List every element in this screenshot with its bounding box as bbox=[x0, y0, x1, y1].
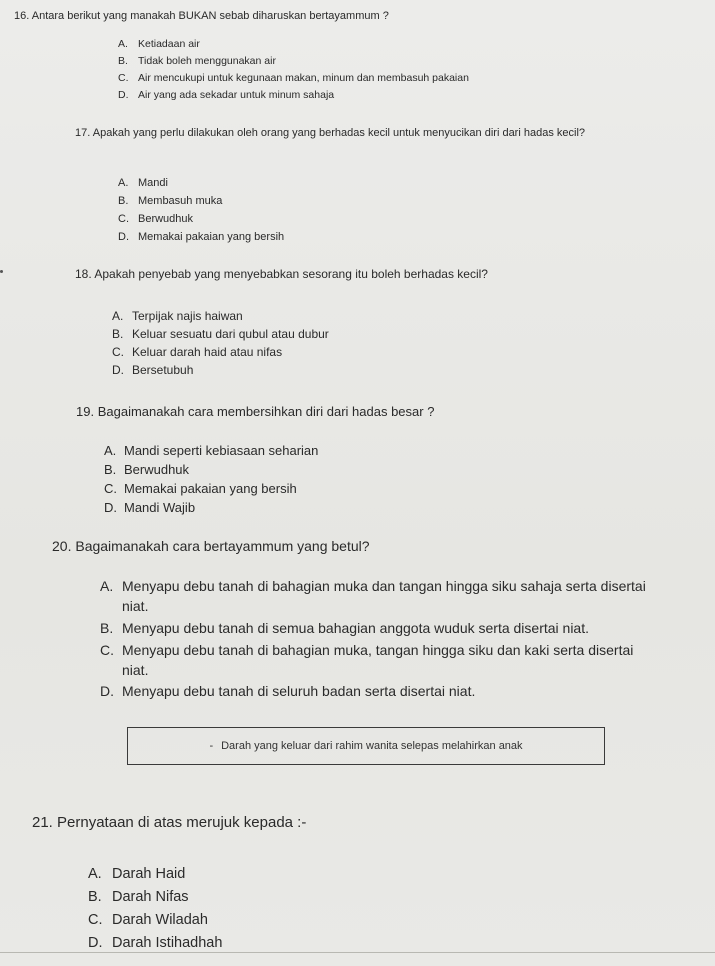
question-text: Antara berikut yang manakah BUKAN sebab diharuskan bertayammum ? bbox=[31, 10, 389, 22]
option-text: Darah Nifas bbox=[112, 889, 189, 905]
option-text: Mandi seperti kebiasaan seharian bbox=[124, 443, 319, 458]
option-text: Berwudhuk bbox=[124, 462, 190, 477]
option-text: Darah Istihadhah bbox=[112, 935, 223, 951]
question-text: Bagaimanakah cara membersihkan diri dari hadas besar ? bbox=[97, 404, 435, 419]
question-number: 19. bbox=[76, 404, 95, 419]
option-text: Keluar darah haid atau nifas bbox=[132, 345, 283, 359]
statement-dash: - bbox=[209, 740, 214, 752]
option-text-line1: Menyapu debu tanah di semua bahagian anggota wuduk serta disertai niat. bbox=[122, 620, 589, 636]
option-d bbox=[100, 681, 705, 701]
option-letter: A. bbox=[118, 38, 128, 50]
bottom-rule bbox=[0, 952, 715, 953]
option-letter: A. bbox=[112, 309, 124, 323]
page-smudge bbox=[0, 270, 3, 273]
option-letter: D. bbox=[100, 683, 114, 699]
option-text: Mandi Wajib bbox=[124, 500, 196, 515]
option-b bbox=[104, 462, 189, 477]
option-letter: B. bbox=[88, 889, 102, 905]
option-text: Keluar sesuatu dari qubul atau dubur bbox=[132, 327, 329, 341]
option-letter: C. bbox=[118, 72, 129, 84]
option-letter: A. bbox=[104, 443, 117, 458]
statement-text: Darah yang keluar dari rahim wanita selepas melahirkan anak bbox=[221, 740, 523, 752]
option-letter: B. bbox=[112, 327, 124, 341]
question-number: 18. bbox=[75, 267, 92, 281]
option-text: Mandi bbox=[138, 177, 168, 189]
option-text: Memakai pakaian yang bersih bbox=[124, 481, 297, 496]
question-stem bbox=[75, 125, 685, 141]
option-letter: C. bbox=[104, 481, 117, 496]
option-text-line1: Menyapu debu tanah di bahagian muka, tangan hingga siku dan kaki serta disertai bbox=[122, 642, 634, 658]
option-b bbox=[100, 618, 705, 638]
option-letter: D. bbox=[104, 500, 117, 515]
question-stem bbox=[52, 538, 370, 554]
option-b bbox=[118, 55, 276, 67]
option-a bbox=[118, 177, 168, 189]
option-text: Berwudhuk bbox=[138, 213, 194, 225]
option-letter: A. bbox=[100, 578, 114, 594]
option-d bbox=[118, 89, 334, 101]
option-letter: C. bbox=[100, 642, 114, 658]
question-number: 17. bbox=[75, 127, 91, 139]
question-text: Bagaimanakah cara bertayammum yang betul? bbox=[75, 538, 370, 554]
option-c bbox=[118, 72, 469, 84]
question-text: Apakah yang perlu dilakukan oleh orang yang berhadas kecil untuk menyucikan diri dari hadas kecil? bbox=[92, 127, 585, 139]
option-text: Tidak boleh menggunakan air bbox=[138, 55, 276, 67]
option-d bbox=[104, 500, 195, 515]
option-b bbox=[112, 327, 329, 341]
option-b bbox=[88, 889, 189, 905]
option-text: Darah Wiladah bbox=[112, 912, 208, 928]
option-c bbox=[118, 213, 193, 225]
option-letter: C. bbox=[88, 912, 103, 928]
option-text: Terpijak najis haiwan bbox=[132, 309, 243, 323]
option-letter: B. bbox=[118, 55, 128, 67]
option-letter: D. bbox=[112, 363, 124, 377]
option-text-line1: Menyapu debu tanah di bahagian muka dan tangan hingga siku sahaja serta disertai bbox=[122, 578, 646, 594]
option-letter: A. bbox=[118, 177, 129, 189]
option-c bbox=[112, 345, 282, 359]
statement-box bbox=[127, 727, 605, 765]
option-text-line2: niat. bbox=[122, 662, 149, 678]
question-stem bbox=[75, 267, 488, 281]
question-number: 20. bbox=[52, 538, 72, 554]
question-number: 21. bbox=[32, 814, 53, 831]
option-letter: D. bbox=[88, 935, 103, 951]
option-d bbox=[88, 935, 222, 951]
question-stem bbox=[14, 10, 389, 22]
option-d bbox=[112, 363, 193, 377]
option-a bbox=[118, 38, 200, 50]
option-text: Darah Haid bbox=[112, 866, 186, 882]
option-letter: B. bbox=[104, 462, 117, 477]
option-b bbox=[118, 195, 222, 207]
question-number: 16. bbox=[14, 10, 30, 22]
option-text-line1: Menyapu debu tanah di seluruh badan serta disertai niat. bbox=[122, 683, 476, 699]
option-text: Air mencukupi untuk kegunaan makan, minum dan membasuh pakaian bbox=[138, 72, 469, 84]
option-a bbox=[112, 309, 243, 323]
option-a bbox=[88, 866, 185, 882]
option-d bbox=[118, 231, 284, 243]
option-letter: B. bbox=[100, 620, 114, 636]
option-letter: C. bbox=[118, 213, 129, 225]
question-stem bbox=[32, 814, 306, 831]
option-text: Air yang ada sekadar untuk minum sahaja bbox=[138, 89, 335, 101]
option-letter: B. bbox=[118, 195, 129, 207]
question-stem bbox=[76, 404, 434, 419]
option-text: Membasuh muka bbox=[138, 195, 223, 207]
question-text: Pernyataan di atas merujuk kepada :- bbox=[57, 814, 307, 831]
option-text: Bersetubuh bbox=[132, 363, 194, 377]
option-letter: D. bbox=[118, 231, 129, 243]
option-c bbox=[100, 640, 705, 680]
option-text-line2: niat. bbox=[122, 598, 149, 614]
option-letter: A. bbox=[88, 866, 102, 882]
option-c bbox=[104, 481, 297, 496]
option-letter: D. bbox=[118, 89, 129, 101]
option-text: Ketiadaan air bbox=[138, 38, 200, 50]
question-text: Apakah penyebab yang menyebabkan sesorang itu boleh berhadas kecil? bbox=[94, 267, 488, 281]
option-c bbox=[88, 912, 208, 928]
option-text: Memakai pakaian yang bersih bbox=[138, 231, 285, 243]
option-a bbox=[104, 443, 318, 458]
option-a bbox=[100, 576, 705, 616]
option-letter: C. bbox=[112, 345, 124, 359]
